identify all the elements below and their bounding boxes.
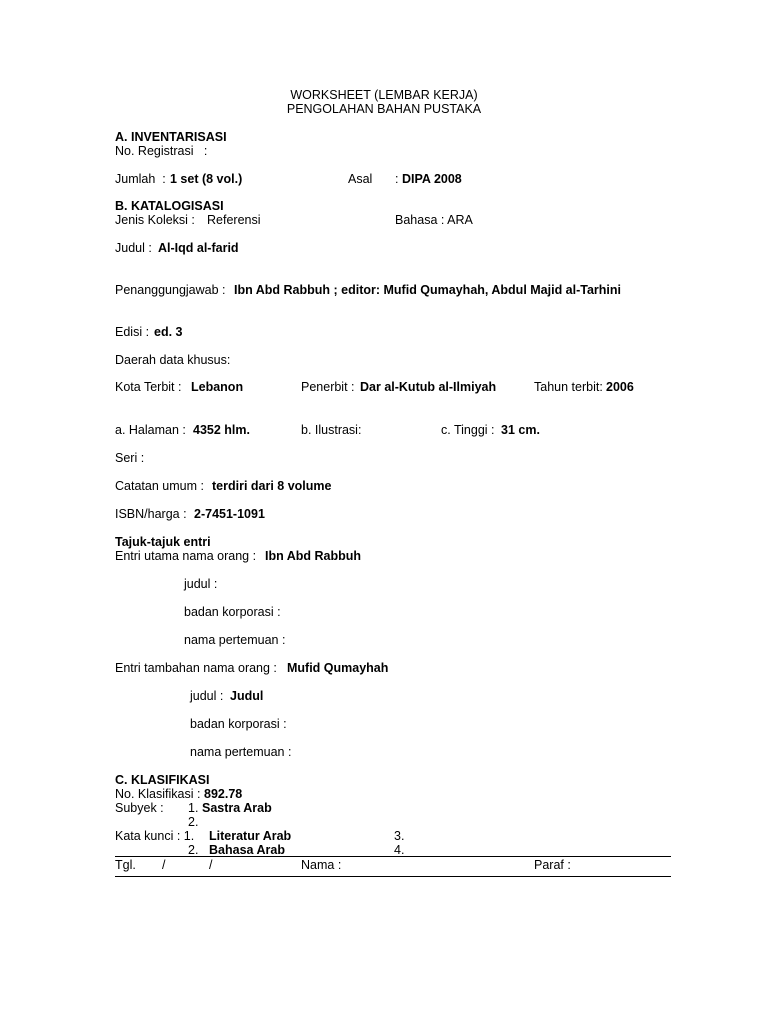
penerbit-label: Penerbit : <box>301 380 355 394</box>
subyek-1-value: Sastra Arab <box>202 801 272 815</box>
subyek-1-number: 1. <box>188 801 199 815</box>
edisi-value: ed. 3 <box>154 325 183 339</box>
kata-kunci-label: Kata kunci : 1. <box>115 829 195 843</box>
tahun-terbit-label: Tahun terbit: <box>534 380 603 394</box>
jumlah-label: Jumlah : <box>115 172 166 186</box>
section-katalogisasi-heading: B. KATALOGISASI <box>115 199 224 213</box>
judul-value: Al-Iqd al-farid <box>158 241 239 255</box>
tgl-slash-1: / <box>162 858 166 872</box>
utama-judul-label: judul : <box>184 577 218 591</box>
kata-kunci-2-number: 2. <box>188 843 199 857</box>
bahasa-field: Bahasa : ARA <box>395 213 473 227</box>
worksheet-subtitle: PENGOLAHAN BAHAN PUSTAKA <box>286 102 482 116</box>
entri-tambahan-value: Mufid Qumayhah <box>287 661 389 675</box>
footer-top-rule <box>115 856 671 857</box>
entri-utama-value: Ibn Abd Rabbuh <box>265 549 362 563</box>
section-klasifikasi-heading: C. KLASIFIKASI <box>115 773 210 787</box>
asal-value: DIPA 2008 <box>402 172 462 186</box>
no-registrasi-label: No. Registrasi : <box>115 144 208 158</box>
tambahan-badan-korporasi-label: badan korporasi : <box>190 717 287 731</box>
tambahan-judul-value: Judul <box>230 689 264 703</box>
nama-label: Nama : <box>301 858 342 872</box>
penerbit-value: Dar al-Kutub al-Ilmiyah <box>360 380 497 394</box>
entri-tambahan-label: Entri tambahan nama orang : <box>115 661 277 675</box>
isbn-value: 2-7451-1091 <box>194 507 265 521</box>
asal-label: Asal <box>348 172 373 186</box>
utama-badan-korporasi-label: badan korporasi : <box>184 605 281 619</box>
kata-kunci-4-number: 4. <box>394 843 405 857</box>
subyek-2-number: 2. <box>188 815 199 829</box>
penanggungjawab-label: Penanggungjawab : <box>115 283 226 297</box>
subyek-label: Subyek : <box>115 801 164 815</box>
kata-kunci-1-value: Literatur Arab <box>209 829 292 843</box>
judul-label: Judul : <box>115 241 152 255</box>
jumlah-value: 1 set (8 vol.) <box>170 172 243 186</box>
tajuk-entri-heading: Tajuk-tajuk entri <box>115 535 211 549</box>
worksheet-title: WORKSHEET (LEMBAR KERJA) <box>290 88 478 102</box>
tambahan-nama-pertemuan-label: nama pertemuan : <box>190 745 292 759</box>
edisi-label: Edisi : <box>115 325 150 339</box>
catatan-umum-value: terdiri dari 8 volume <box>212 479 332 493</box>
tgl-label: Tgl. <box>115 858 136 872</box>
tgl-slash-2: / <box>209 858 213 872</box>
tinggi-value: 31 cm. <box>501 423 540 437</box>
tambahan-judul-label: judul : <box>190 689 224 703</box>
tinggi-label: c. Tinggi : <box>441 423 495 437</box>
halaman-label: a. Halaman : <box>115 423 186 437</box>
catatan-umum-label: Catatan umum : <box>115 479 204 493</box>
kota-terbit-value: Lebanon <box>191 380 244 394</box>
tahun-terbit-value: 2006 <box>606 380 634 394</box>
daerah-data-khusus-label: Daerah data khusus: <box>115 353 231 367</box>
asal-separator: : <box>395 172 399 186</box>
kata-kunci-2-value: Bahasa Arab <box>209 843 285 857</box>
section-inventarisasi-heading: A. INVENTARISASI <box>115 130 227 144</box>
isbn-label: ISBN/harga : <box>115 507 187 521</box>
kota-terbit-label: Kota Terbit : <box>115 380 182 394</box>
no-klasifikasi-label: No. Klasifikasi : <box>115 787 201 801</box>
footer-bottom-rule <box>115 876 671 877</box>
halaman-value: 4352 hlm. <box>193 423 250 437</box>
no-klasifikasi-value: 892.78 <box>204 787 243 801</box>
paraf-label: Paraf : <box>534 858 571 872</box>
seri-label: Seri : <box>115 451 145 465</box>
jenis-koleksi-label: Jenis Koleksi : <box>115 213 195 227</box>
penanggungjawab-value: Ibn Abd Rabbuh ; editor: Mufid Qumayhah, Abdul Majid al-Tarhini <box>234 283 622 297</box>
jenis-koleksi-value: Referensi <box>207 213 261 227</box>
utama-nama-pertemuan-label: nama pertemuan : <box>184 633 286 647</box>
entri-utama-label: Entri utama nama orang : <box>115 549 257 563</box>
ilustrasi-label: b. Ilustrasi: <box>301 423 362 437</box>
kata-kunci-3-number: 3. <box>394 829 405 843</box>
